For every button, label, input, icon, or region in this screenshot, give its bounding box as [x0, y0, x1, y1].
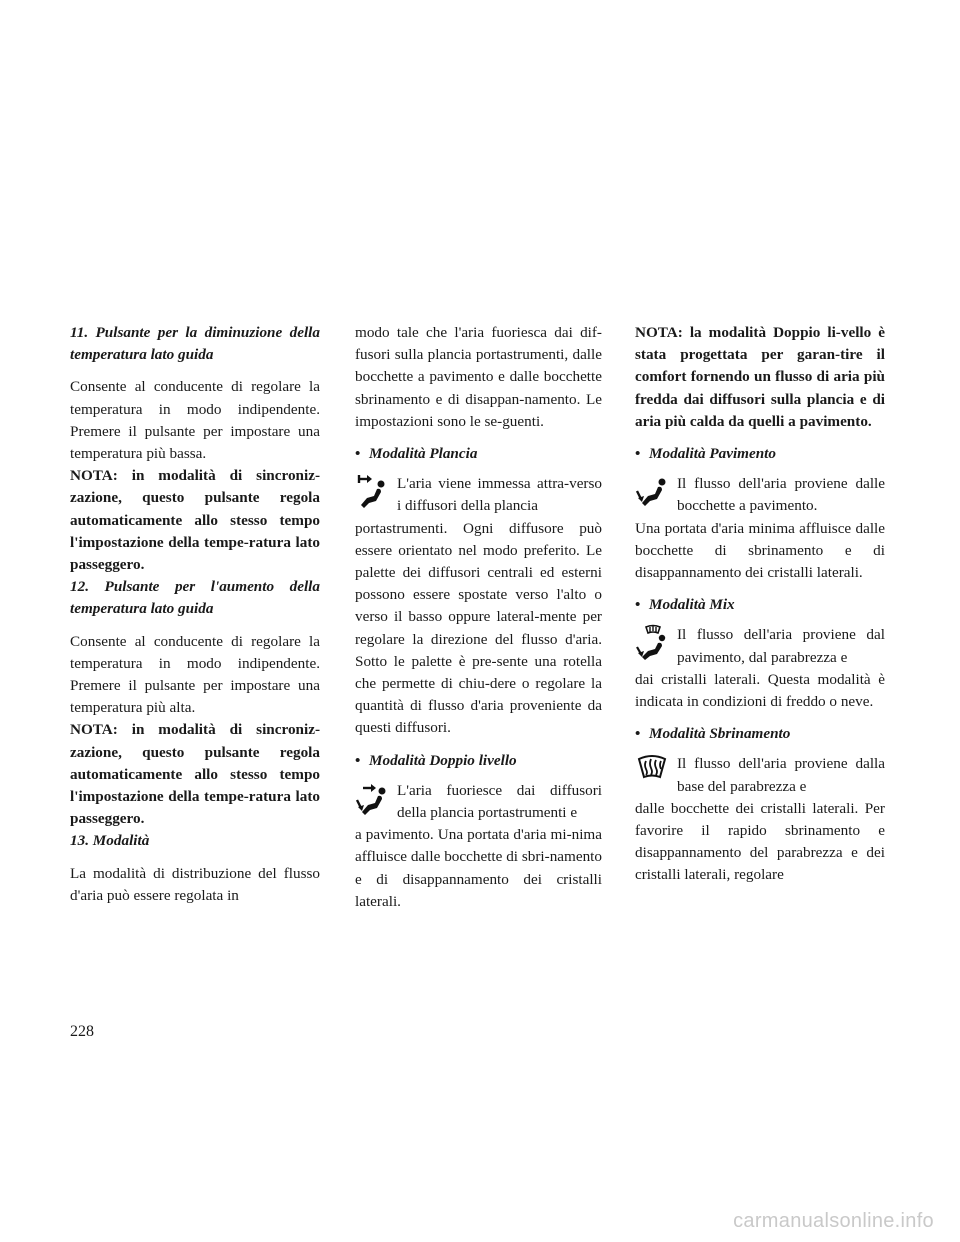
paragraph-11: Consente al conducente di regolare la temperatura in modo indipendente. Premere il pulsante per impostare una temperatura più bassa.	[70, 378, 320, 463]
bullet-label: Modalità Plancia	[369, 445, 478, 463]
floor-mode-icon	[635, 473, 669, 511]
column-1	[70, 322, 320, 907]
bullet-dot: •	[355, 751, 361, 769]
floor-mode-description	[635, 473, 885, 584]
defrost-mode-description	[635, 753, 885, 886]
bullet-dot: •	[635, 725, 641, 743]
panel-mode-text-a: L'aria viene immessa attra-verso i diffusori della plancia	[397, 475, 602, 515]
bullet-panel-mode	[355, 443, 602, 465]
bullet-defrost-mode	[635, 723, 885, 745]
paragraph-12: Consente al conducente di regolare la temperatura in modo indipendente. Premere il pulsante per impostare una temperatura più alta.	[70, 632, 320, 717]
bilevel-mode-description	[355, 780, 602, 913]
bilevel-mode-text-b: a pavimento. Una portata d'aria mi-nima affluisce dalle bocchette di sbri-namento e di disappannamento dei cristalli laterali.	[355, 826, 602, 910]
panel-mode-icon	[355, 473, 389, 511]
defrost-mode-text-b: dalle bocchette dei cristalli laterali. Per favorire il rapido sbrinamento e disappannamento del parabrezza e dei cristalli laterali, regolare	[635, 799, 885, 884]
heading-11: 11. Pulsante per la diminuzione della temperatura lato guida	[70, 324, 320, 364]
floor-mode-text-b: Una portata d'aria minima affluisce dalle bocchette di sbrinamento e di disappannamento dei cristalli laterali.	[635, 519, 885, 582]
heading-12: 12. Pulsante per l'aumento della temperatura lato guida	[70, 578, 320, 618]
bullet-dot: •	[635, 445, 641, 463]
heading-13: 13. Modalità	[70, 832, 150, 850]
note-12: NOTA: in modalità di sincroniz-zazione, questo pulsante regola automaticamente allo stesso tempo l'impostazione della tempe-ratura lato passeggero.	[70, 721, 320, 828]
note-bilevel: NOTA: la modalità Doppio li-vello è stata progettata per garan-tire il comfort fornendo un flusso di aria più fredda dai diffusori sulla plancia e di aria più calda da quelli a pavimento.	[635, 324, 885, 430]
paragraph-intro: modo tale che l'aria fuoriesca dai dif-fusori sulla plancia portastrumenti, dalle bocchette a pavimento e dalle bocchette sbrinamento e di disappan-namento. Le impostazioni sono le se-guenti.	[355, 324, 602, 430]
bullet-mix-mode	[635, 594, 885, 616]
defrost-mode-icon	[635, 753, 669, 791]
defrost-mode-text-a: Il flusso dell'aria proviene dalla base del parabrezza e	[677, 755, 885, 795]
page-number: 228	[70, 1023, 94, 1040]
mix-mode-text-a: Il flusso dell'aria proviene dal pavimento, dal parabrezza e	[677, 626, 885, 666]
paragraph-13: La modalità di distribuzione del flusso d'aria può essere regolata in	[70, 864, 320, 904]
bullet-dot: •	[355, 445, 361, 463]
bilevel-mode-text-a: L'aria fuoriesce dai diffusori della plancia portastrumenti e	[397, 781, 602, 822]
column-3	[635, 322, 885, 887]
note-11: NOTA: in modalità di sincroniz-zazione, questo pulsante regola automaticamente allo stesso tempo l'impostazione della tempe-ratura lato passeggero.	[70, 467, 320, 574]
bullet-dot: •	[635, 596, 641, 614]
floor-mode-text-a: Il flusso dell'aria proviene dalle bocchette a pavimento.	[677, 475, 885, 515]
panel-mode-text-b: portastrumenti. Ogni diffusore può essere orientato nel modo preferito. Le palette dei diffusori centrali ed esterni possono essere spostate verso l'alto o verso il basso oppure lateral-mente per regolare la direzione del flusso d'aria. Sotto le palette è pre-sente una rotella che permette di chiu-dere o regolare la quantità di flusso d'aria proveniente da questi diffusori.	[355, 519, 602, 737]
panel-mode-description	[355, 473, 602, 739]
bullet-label: Modalità Mix	[649, 596, 735, 614]
watermark: carmanualsonline.info	[733, 1210, 934, 1232]
bullet-floor-mode	[635, 443, 885, 465]
bullet-label: Modalità Doppio livello	[369, 751, 517, 769]
mix-mode-icon	[635, 624, 669, 662]
bullet-label: Modalità Pavimento	[649, 445, 776, 463]
column-2	[355, 322, 602, 913]
mix-mode-text-b: dai cristalli laterali. Questa modalità è indicata in condizioni di freddo o neve.	[635, 670, 885, 711]
mix-mode-description	[635, 624, 885, 713]
bullet-bilevel-mode	[355, 750, 602, 772]
bilevel-mode-icon	[355, 780, 389, 818]
bullet-label: Modalità Sbrinamento	[649, 725, 791, 743]
